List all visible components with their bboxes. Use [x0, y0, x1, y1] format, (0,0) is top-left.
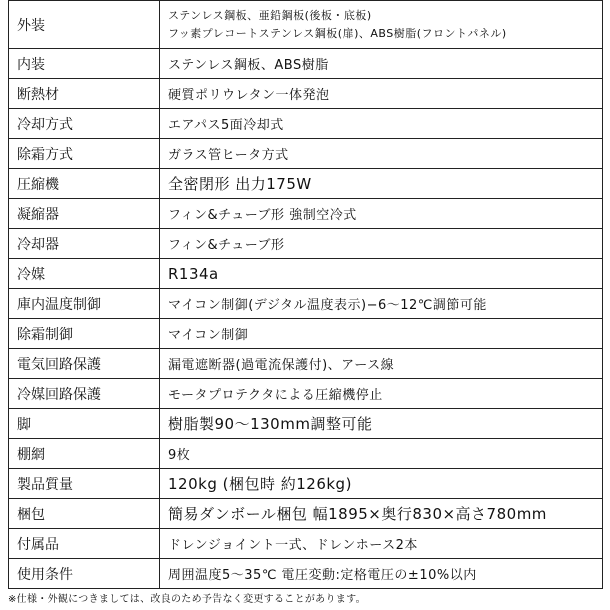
spec-row-interior	[9, 49, 603, 79]
spec-label: 電気回路保護	[9, 349, 160, 379]
spec-label: 脚	[9, 409, 160, 439]
spec-label: 使用条件	[9, 559, 160, 589]
spec-value-line: フッ素プレコートステンレス鋼板(扉)、ABS樹脂(フロントパネル)	[168, 26, 507, 40]
spec-row-legs	[9, 409, 603, 439]
spec-row-operating-conditions	[9, 559, 603, 589]
spec-row-accessories	[9, 529, 603, 559]
spec-value: R134a	[160, 259, 603, 289]
spec-label: 外装	[9, 1, 160, 49]
spec-label: 冷媒	[9, 259, 160, 289]
spec-row-evaporator	[9, 229, 603, 259]
spec-row-defrost-method	[9, 139, 603, 169]
spec-value: 簡易ダンボール梱包 幅1895×奥行830×高さ780mm	[160, 499, 603, 529]
footnote: ※仕様・外観につきましては、改良のため予告なく変更することがあります。	[8, 594, 366, 605]
spec-value: 周囲温度5〜35℃ 電圧変動:定格電圧の±10%以内	[160, 559, 603, 589]
spec-label: 製品質量	[9, 469, 160, 499]
spec-label: 内装	[9, 49, 160, 79]
spec-value: ガラス管ヒータ方式	[160, 139, 603, 169]
spec-value: マイコン制御(デジタル温度表示)−6〜12℃調節可能	[160, 289, 603, 319]
spec-label: 凝縮器	[9, 199, 160, 229]
spec-value: ステンレス鋼板、ABS樹脂	[160, 49, 603, 79]
spec-value: ドレンジョイント一式、ドレンホース2本	[160, 529, 603, 559]
spec-value: エアパス5面冷却式	[160, 109, 603, 139]
spec-row-packing	[9, 499, 603, 529]
spec-label: 付属品	[9, 529, 160, 559]
spec-label: 冷却方式	[9, 109, 160, 139]
spec-label: 梱包	[9, 499, 160, 529]
spec-label: 断熱材	[9, 79, 160, 109]
spec-row-weight	[9, 469, 603, 499]
spec-label: 庫内温度制御	[9, 289, 160, 319]
spec-row-shelves	[9, 439, 603, 469]
spec-value: 漏電遮断器(過電流保護付)、アース線	[160, 349, 603, 379]
spec-row-refrigerant-protection	[9, 379, 603, 409]
spec-row-electrical-protection	[9, 349, 603, 379]
spec-label: 除霜方式	[9, 139, 160, 169]
spec-label: 冷媒回路保護	[9, 379, 160, 409]
spec-value-line: ステンレス鋼板、亜鉛鋼板(後板・底板)	[168, 8, 372, 22]
spec-value: 全密閉形 出力175W	[160, 169, 603, 199]
spec-value: モータプロテクタによる圧縮機停止	[160, 379, 603, 409]
spec-value: マイコン制御	[160, 319, 603, 349]
spec-table	[8, 0, 603, 589]
spec-row-temp-control	[9, 289, 603, 319]
spec-value: フィン&チューブ形	[160, 229, 603, 259]
spec-row-condenser	[9, 199, 603, 229]
spec-value: 120kg (梱包時 約126kg)	[160, 469, 603, 499]
spec-label: 棚網	[9, 439, 160, 469]
spec-label: 除霜制御	[9, 319, 160, 349]
spec-row-exterior	[9, 1, 603, 49]
spec-row-refrigerant	[9, 259, 603, 289]
spec-value: フィン&チューブ形 強制空冷式	[160, 199, 603, 229]
spec-value: 9枚	[160, 439, 603, 469]
spec-value: 樹脂製90〜130mm調整可能	[160, 409, 603, 439]
spec-value	[160, 1, 603, 49]
spec-row-defrost-control	[9, 319, 603, 349]
spec-label: 冷却器	[9, 229, 160, 259]
spec-value: 硬質ポリウレタン一体発泡	[160, 79, 603, 109]
spec-row-cooling-method	[9, 109, 603, 139]
spec-label: 圧縮機	[9, 169, 160, 199]
spec-row-compressor	[9, 169, 603, 199]
spec-row-insulation	[9, 79, 603, 109]
